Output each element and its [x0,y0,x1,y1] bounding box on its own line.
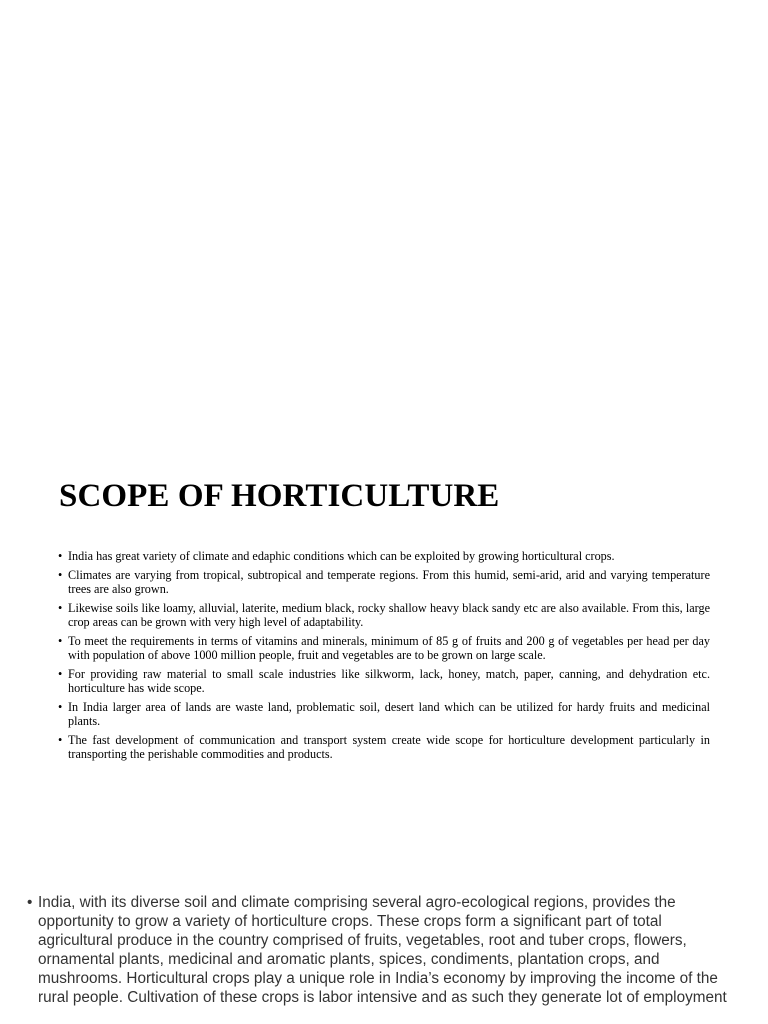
bullet-icon: • [58,549,63,563]
bullet-text: Climates are varying from tropical, subtropical and temperate regions. From this humid, semi-arid, arid and varying temperature trees are also grown. [68,568,710,596]
bullet-icon: • [58,700,63,714]
bullet-icon: • [27,894,33,911]
paragraph-text: India, with its diverse soil and climate comprising several agro-ecological regions, provides the opportunity to grow a variety of horticulture crops. These crops form a significant part of total agricultural produce in the country comprised of fruits, vegetables, root and tuber crops, flowers, ornamental plants, medicinal and aromatic plants, spices, condiments, plantation crops, and mushrooms. Horticultural crops play a unique role in India’s economy by improving the income of the rural people. Cultivation of these crops is labor intensive and as such they generate lot of employment [38,894,727,1006]
bullet-text: The fast development of communication and transport system create wide scope for horticulture development particularly in transporting the perishable commodities and products. [68,733,710,761]
bullet-text: In India larger area of lands are waste land, problematic soil, desert land which can be utilized for hardy fruits and medicinal plants. [68,700,710,728]
bullet-icon: • [58,601,63,615]
bullet-icon: • [58,667,63,681]
bullet-icon: • [58,568,63,582]
bullet-icon: • [58,733,63,747]
list-item [58,667,710,695]
list-item [58,634,710,662]
bullet-text: Likewise soils like loamy, alluvial, laterite, medium black, rocky shallow heavy black sandy etc are also available. From this, large crop areas can be grown with very high level of adaptability. [68,601,710,629]
list-item [58,568,710,596]
list-item [58,549,710,563]
bullet-text: India has great variety of climate and edaphic conditions which can be exploited by growing horticultural crops. [68,549,615,563]
india-horticulture-paragraph [27,893,727,1007]
list-item [58,733,710,761]
page-title: SCOPE OF HORTICULTURE [59,478,500,514]
bullet-text: To meet the requirements in terms of vitamins and minerals, minimum of 85 g of fruits and 200 g of vegetables per head per day with population of above 1000 million people, fruit and vegetables are to be grown on large scale. [68,634,710,662]
list-item [58,700,710,728]
list-item [58,601,710,629]
scope-bullet-list [58,549,710,766]
bullet-text: For providing raw material to small scale industries like silkworm, lack, honey, match, paper, canning, and dehydration etc. horticulture has wide scope. [68,667,710,695]
bullet-icon: • [58,634,63,648]
